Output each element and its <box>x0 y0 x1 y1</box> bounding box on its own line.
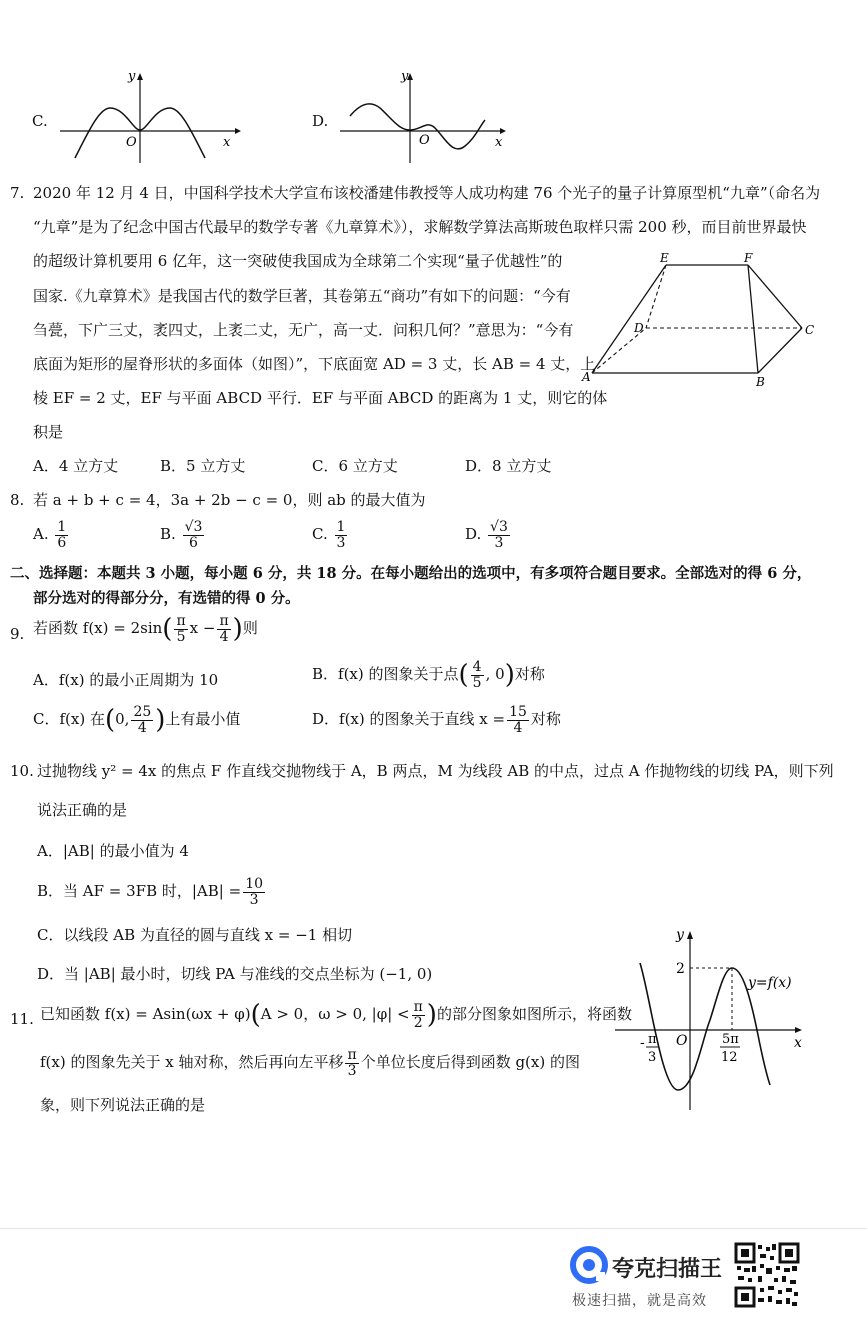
option-text: 对称 <box>530 710 561 729</box>
paren-close: ) <box>504 660 515 691</box>
option-text: 上有最小值 <box>165 710 241 729</box>
vertex-c-label: C <box>805 323 815 337</box>
origin-label: O <box>676 1033 688 1049</box>
numerator: √3 <box>184 519 203 535</box>
q7-option-b: B．5 立方丈 <box>160 457 246 475</box>
q9-option-d <box>312 705 561 735</box>
q8-option-a <box>33 520 70 550</box>
section-2-heading-line-2: 部分选对的得部分分，有选错的得 0 分。 <box>33 590 300 607</box>
numerator: 1 <box>336 519 346 535</box>
q11-function-graph <box>610 925 810 1115</box>
denominator: 3 <box>494 534 504 551</box>
numerator: 1 <box>57 519 67 535</box>
option-d-label: D. <box>312 112 329 130</box>
q7-line-3: 的超级计算机要用 6 亿年，这一突破使我国成为全球第二个实现“量子优越性”的 <box>33 252 563 270</box>
option-text: 0, <box>115 710 130 729</box>
q8-option-d <box>465 520 512 550</box>
option-text: B．f(x) 的图象关于点 <box>312 665 459 684</box>
axis-y-label: y <box>676 927 684 943</box>
vertex-a-label: A <box>582 370 591 384</box>
paren-close: ) <box>232 614 243 645</box>
pos-tick-denominator: 12 <box>721 1050 738 1065</box>
neg-sign: - <box>640 1035 645 1051</box>
paren-close: ) <box>155 705 166 736</box>
q7-line-5: 刍甍，下广三丈，袤四丈，上袤二丈，无广，高一丈．问积几何？”意思为：“今有 <box>33 321 574 339</box>
stem-text: A > 0，ω > 0, |φ| < <box>260 1005 410 1024</box>
q8-stem: 若 a + b + c = 4，3a + 2b − c = 0，则 ab 的最大值为 <box>33 491 426 509</box>
numerator: √3 <box>490 519 508 535</box>
footer-divider <box>0 1228 867 1229</box>
q11-line-1 <box>40 1000 632 1030</box>
denominator: 3 <box>249 891 259 908</box>
q7-option-d: D．8 立方丈 <box>465 457 552 475</box>
axis-x-label: x <box>223 135 231 150</box>
section-2-heading-line-1: 二、选择题：本题共 3 小题，每小题 6 分，共 18 分。在每小题给出的选项中，有多项符合题目要求。全部选对的得 6 分， <box>10 565 812 582</box>
axis-x-label: x <box>495 135 503 150</box>
fraction <box>174 614 187 644</box>
q10-option-d: D．当 |AB| 最小时，切线 PA 与准线的交点坐标为 (−1, 0) <box>37 965 433 983</box>
numerator: 10 <box>245 876 264 892</box>
option-text: B．当 AF = 3FB 时，|AB| = <box>37 882 242 901</box>
q10-option-c: C．以线段 AB 为直径的圆与直线 x = −1 相切 <box>37 926 353 944</box>
numerator: π <box>413 999 423 1015</box>
axis-y-label: y <box>128 69 136 84</box>
option-text: C．f(x) 在 <box>33 710 105 729</box>
q7-line-8: 积是 <box>33 423 64 441</box>
q7-option-a: A．4 立方丈 <box>33 457 119 475</box>
vertex-e-label: E <box>660 251 669 265</box>
stem-text: 已知函数 f(x) = Asin(ωx + φ) <box>40 1005 251 1024</box>
vertex-f-label: F <box>744 251 753 265</box>
paren-open: ( <box>458 660 469 691</box>
q9-number: 9. <box>10 625 25 643</box>
stem-text: x − <box>189 619 216 638</box>
stem-text: 若函数 f(x) = 2sin <box>33 619 163 638</box>
denominator: 5 <box>472 674 482 691</box>
option-text: 对称 <box>514 665 545 684</box>
q11-number: 11. <box>10 1010 34 1028</box>
denominator: 3 <box>347 1062 357 1079</box>
paren-open: ( <box>250 1000 261 1031</box>
origin-label: O <box>126 135 137 150</box>
vertex-b-label: B <box>756 375 765 389</box>
option-text: , 0 <box>485 665 505 684</box>
q8-option-b <box>160 520 206 550</box>
fraction <box>217 614 230 644</box>
axis-y-label: y <box>401 69 409 84</box>
denominator: 6 <box>189 534 198 551</box>
fraction <box>183 520 205 550</box>
paren-close: ) <box>426 1000 437 1031</box>
peak-value-label: 2 <box>676 961 685 977</box>
vertex-d-label: D <box>634 321 644 335</box>
q11-line-3: 象，则下列说法正确的是 <box>40 1096 206 1114</box>
q11-line-2 <box>40 1048 580 1078</box>
option-d-graph <box>335 68 515 168</box>
numerator: 15 <box>509 704 527 720</box>
denominator: 5 <box>176 628 186 645</box>
fraction <box>335 520 348 550</box>
denominator: 4 <box>219 628 229 645</box>
brand-name: 夸克扫描王 <box>612 1257 723 1282</box>
q10-option-b <box>37 877 267 907</box>
fraction <box>488 520 510 550</box>
q10-option-a: A．|AB| 的最小值为 4 <box>37 842 189 860</box>
stem-text: 个单位长度后得到函数 g(x) 的图 <box>360 1053 580 1072</box>
q9-option-c <box>33 705 240 735</box>
option-c-label: C. <box>32 112 48 130</box>
numerator: π <box>176 613 186 629</box>
option-label: D. <box>465 525 482 544</box>
numerator: π <box>347 1047 357 1063</box>
denominator: 4 <box>137 719 147 736</box>
stem-text: 的部分图象如图所示，将函数 <box>436 1005 632 1024</box>
q9-option-a: A．f(x) 的最小正周期为 10 <box>33 671 219 689</box>
q7-line-1: 2020 年 12 月 4 日，中国科学技术大学宣布该校潘建伟教授等人成功构建 76 个光子的量子计算原型机“九章”（命名为 <box>33 184 821 202</box>
option-c-graph <box>55 68 245 168</box>
denominator: 2 <box>413 1014 423 1031</box>
curve-label: y=f(x) <box>748 975 792 991</box>
qr-code-icon <box>734 1242 800 1308</box>
fraction <box>131 705 153 735</box>
q8-number: 8. <box>10 491 25 509</box>
q7-number: 7. <box>10 184 25 202</box>
q7-line-2: “九章”是为了纪念中国古代最早的数学专著《九章算术》），求解数学算法高斯玻色取样只需 200 秒，而目前世界最快 <box>33 218 807 236</box>
q8-option-c <box>312 520 349 550</box>
denominator: 3 <box>336 534 346 551</box>
q9-stem <box>33 614 258 644</box>
fraction <box>412 1000 425 1030</box>
numerator: 25 <box>133 704 152 720</box>
q7-option-c: C．6 立方丈 <box>312 457 398 475</box>
q7-line-6: 底面为矩形的屋脊形状的多面体（如图）”，下底面宽 AD = 3 丈，长 AB = 4 丈，上 <box>33 355 596 373</box>
q10-line-2: 说法正确的是 <box>37 801 128 819</box>
fraction <box>345 1048 358 1078</box>
denominator: 4 <box>513 719 523 736</box>
denominator: 6 <box>57 534 67 551</box>
paren-open: ( <box>104 705 116 736</box>
neg-tick-numerator: π <box>648 1032 657 1047</box>
q7-polyhedron-figure <box>580 250 820 390</box>
stem-text: f(x) 的图象先关于 x 轴对称，然后再向左平移 <box>40 1053 344 1072</box>
fraction <box>507 705 529 735</box>
option-text: D．f(x) 的图象关于直线 x = <box>312 710 506 729</box>
stem-text: 则 <box>242 619 258 638</box>
axis-x-label: x <box>794 1035 802 1051</box>
q10-number: 10. <box>10 762 34 780</box>
paren-open: ( <box>162 614 173 645</box>
brand-slogan: 极速扫描，就是高效 <box>572 1293 707 1309</box>
origin-label: O <box>419 133 430 148</box>
option-label: C. <box>312 525 328 544</box>
q10-line-1: 过抛物线 y² = 4x 的焦点 F 作直线交抛物线于 A，B 两点，M 为线段 AB 的中点，过点 A 作抛物线的切线 PA，则下列 <box>37 762 834 780</box>
q7-line-7: 棱 EF = 2 丈，EF 与平面 ABCD 平行．EF 与平面 ABCD 的距离为 1 丈，则它的体 <box>33 389 608 407</box>
option-label: A. <box>33 525 49 544</box>
fraction <box>55 520 68 550</box>
fraction <box>471 660 484 690</box>
pos-tick-numerator: 5π <box>722 1032 739 1047</box>
quark-logo-icon <box>570 1246 608 1284</box>
numerator: π <box>219 613 229 629</box>
q7-line-4: 国家.《九章算术》是我国古代的数学巨著，其卷第五“商功”有如下的问题：“今有 <box>33 287 571 305</box>
neg-tick-denominator: 3 <box>648 1050 657 1065</box>
q9-option-b <box>312 660 545 690</box>
numerator: 4 <box>472 659 482 675</box>
option-label: B. <box>160 525 176 544</box>
fraction <box>243 877 265 907</box>
